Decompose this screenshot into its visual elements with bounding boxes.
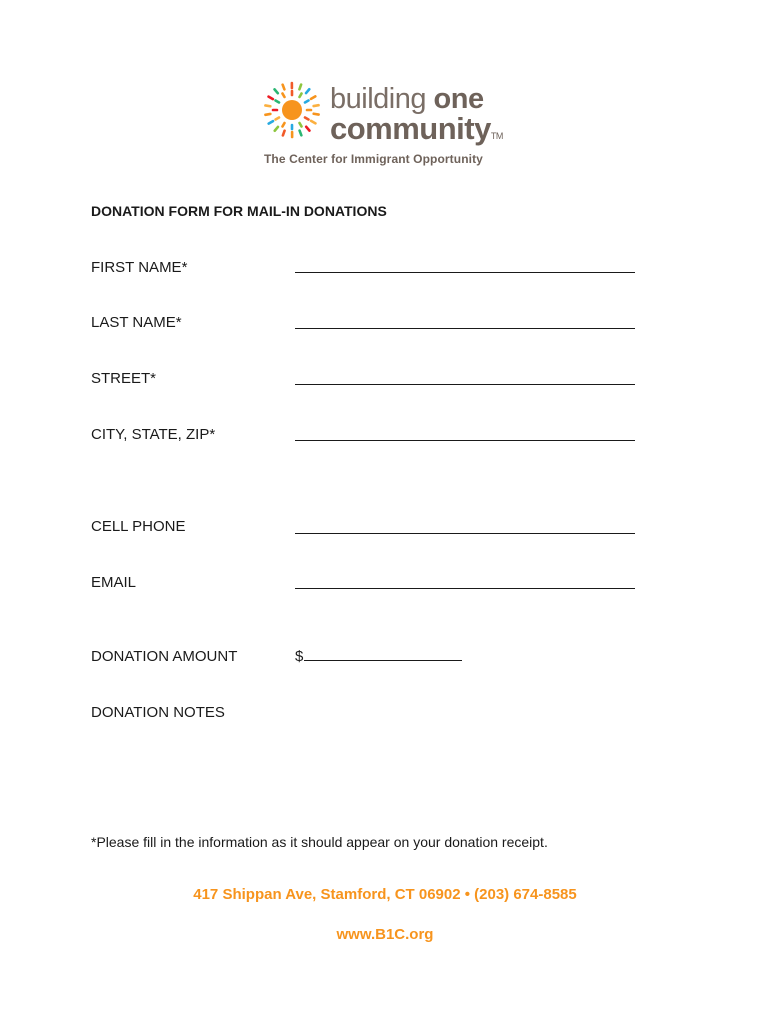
sun-ray [283, 94, 285, 97]
sun-ray [311, 121, 315, 123]
sun-ray [300, 123, 302, 126]
building-one-community-logo [262, 80, 512, 172]
donation-amount-label: DONATION AMOUNT [91, 648, 238, 665]
cell-phone-field[interactable] [295, 533, 635, 534]
donation-amount-field[interactable] [295, 648, 462, 665]
sun-ray [276, 101, 279, 103]
last-name-field[interactable] [295, 328, 635, 329]
sun-ray [265, 105, 270, 106]
city-state-zip-label: CITY, STATE, ZIP* [91, 426, 216, 443]
sun-ray [283, 123, 285, 126]
brand-word-building: building [330, 83, 426, 115]
sun-ray [306, 127, 309, 131]
sun-ray [299, 85, 301, 90]
street-field[interactable] [295, 384, 635, 385]
first-name-label: FIRST NAME* [91, 259, 188, 276]
footer-website[interactable]: www.B1C.org [336, 926, 434, 943]
donation-notes-label: DONATION NOTES [91, 704, 225, 721]
sun-ray [283, 85, 285, 90]
sun-ray [275, 127, 278, 131]
form-title: DONATION FORM FOR MAIL-IN DONATIONS [91, 203, 387, 219]
receipt-note: *Please fill in the information as it should appear on your donation receipt. [91, 834, 548, 850]
street-label: STREET* [91, 370, 157, 387]
donation-amount-line[interactable] [304, 660, 462, 661]
brand-word-one: one [433, 83, 484, 115]
sun-ray [283, 131, 285, 136]
sun-ray [276, 118, 279, 120]
footer-address: 417 Shippan Ave, Stamford, CT 06902 • (203) 674-8585 [193, 886, 577, 903]
sun-ray [311, 96, 315, 99]
sun-ray [269, 121, 273, 124]
sun-ray [300, 131, 302, 136]
trademark-mark: TM [490, 131, 503, 141]
sun-ray [275, 89, 278, 93]
sun-ray [300, 94, 302, 97]
brand-word-community: community [330, 111, 491, 146]
currency-symbol: $ [295, 648, 304, 665]
email-field[interactable] [295, 588, 635, 589]
sun-burst-icon [262, 80, 322, 140]
sun-ray [305, 118, 308, 120]
brand-wordmark [330, 84, 503, 151]
logo-tagline: The Center for Immigrant Opportunity [264, 152, 483, 166]
cell-phone-label: CELL PHONE [91, 518, 186, 535]
first-name-field[interactable] [295, 272, 635, 273]
sun-ray [306, 89, 309, 93]
email-label: EMAIL [91, 574, 137, 591]
sun-ray [314, 114, 319, 115]
sun-ray [265, 114, 270, 115]
city-state-zip-field[interactable] [295, 440, 635, 441]
sun-ray [305, 101, 308, 103]
last-name-label: LAST NAME* [91, 314, 182, 331]
sun-ray [269, 97, 273, 99]
sun-ray [314, 105, 319, 106]
